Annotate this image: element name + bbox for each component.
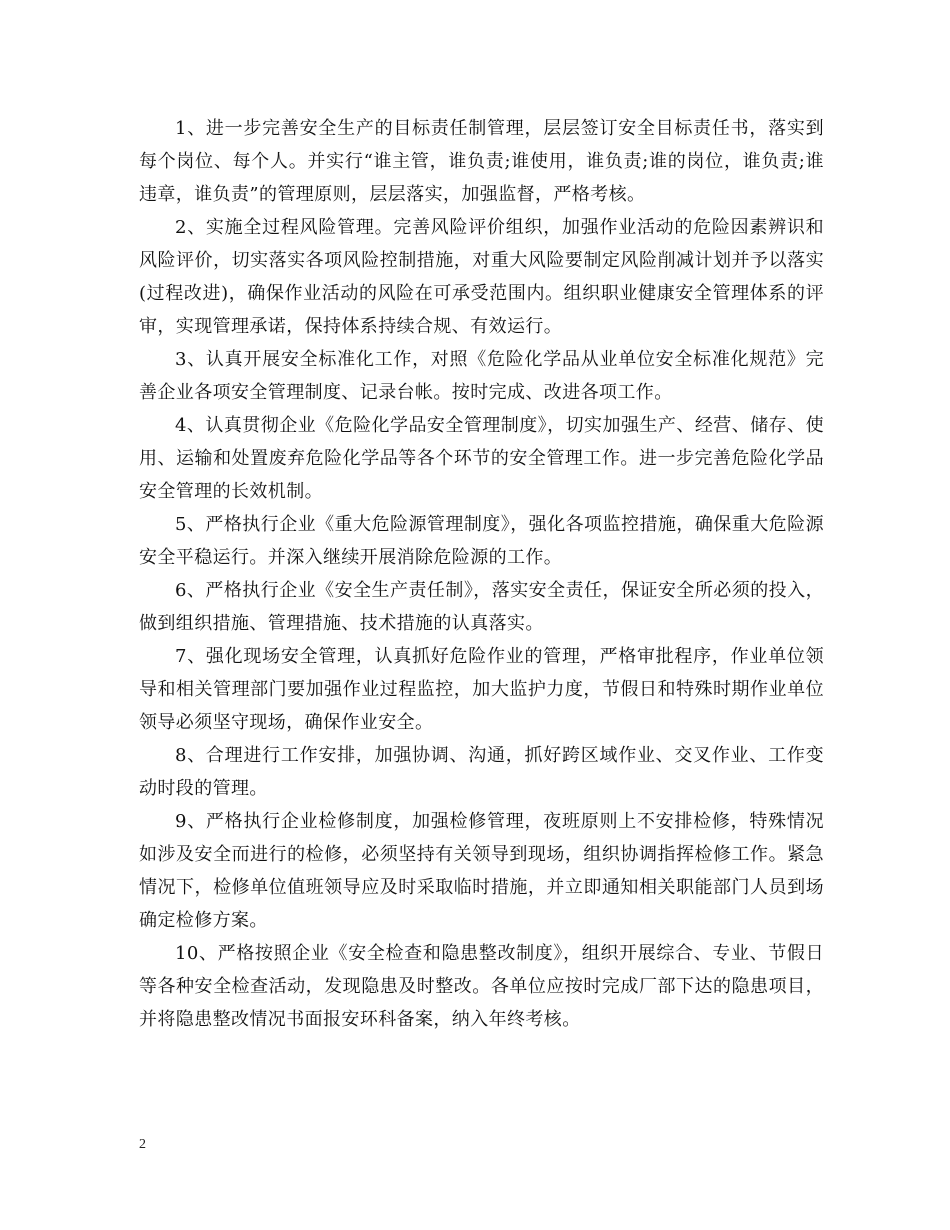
- paragraph-6: 6、严格执行企业《安全生产责任制》，落实安全责任，保证安全所必须的投入，做到组织措施、管理措施、技术措施的认真落实。: [139, 580, 824, 634]
- paragraph-8: 8、合理进行工作安排，加强协调、沟通，抓好跨区域作业、交叉作业、工作变动时段的管理。: [139, 745, 824, 799]
- paragraph-9: 9、严格执行企业检修制度，加强检修管理，夜班原则上不安排检修，特殊情况如涉及安全而进行的检修，必须坚持有关领导到现场，组织协调指挥检修工作。紧急情况下，检修单位值班领导应及时采取临时措施，并立即通知相关职能部门人员到场确定检修方案。: [139, 811, 824, 931]
- paragraph-4: 4、认真贯彻企业《危险化学品安全管理制度》，切实加强生产、经营、储存、使用、运输和处置废弃危险化学品等各个环节的安全管理工作。进一步完善危险化学品安全管理的长效机制。: [139, 415, 824, 502]
- paragraph-1: 1、进一步完善安全生产的目标责任制管理，层层签订安全目标责任书，落实到每个岗位、每个人。并实行“谁主管，谁负责;谁使用，谁负责;谁的岗位，谁负责;谁违章，谁负责”的管理原则，层层落实，加强监督，严格考核。: [139, 118, 824, 205]
- paragraph-7: 7、强化现场安全管理，认真抓好危险作业的管理，严格审批程序，作业单位领导和相关管理部门要加强作业过程监控，加大监护力度，节假日和特殊时期作业单位领导必须坚守现场，确保作业安全。: [139, 646, 824, 733]
- page-number: 2: [139, 1137, 146, 1152]
- paragraph-5: 5、严格执行企业《重大危险源管理制度》，强化各项监控措施，确保重大危险源安全平稳运行。并深入继续开展消除危险源的工作。: [139, 514, 824, 568]
- paragraph-10: 10、严格按照企业《安全检查和隐患整改制度》，组织开展综合、专业、节假日等各种安全检查活动，发现隐患及时整改。各单位应按时完成厂部下达的隐患项目，并将隐患整改情况书面报安环科备案，纳入年终考核。: [139, 943, 824, 1030]
- paragraph-3: 3、认真开展安全标准化工作，对照《危险化学品从业单位安全标准化规范》完善企业各项安全管理制度、记录台帐。按时完成、改进各项工作。: [139, 349, 824, 403]
- document-body: [139, 112, 824, 1036]
- paragraph-2: 2、实施全过程风险管理。完善风险评价组织，加强作业活动的危险因素辨识和风险评价，切实落实各项风险控制措施，对重大风险要制定风险削减计划并予以落实(过程改进)，确保作业活动的风险在可承受范围内。组织职业健康安全管理体系的评审，实现管理承诺，保持体系持续合规、有效运行。: [139, 217, 824, 337]
